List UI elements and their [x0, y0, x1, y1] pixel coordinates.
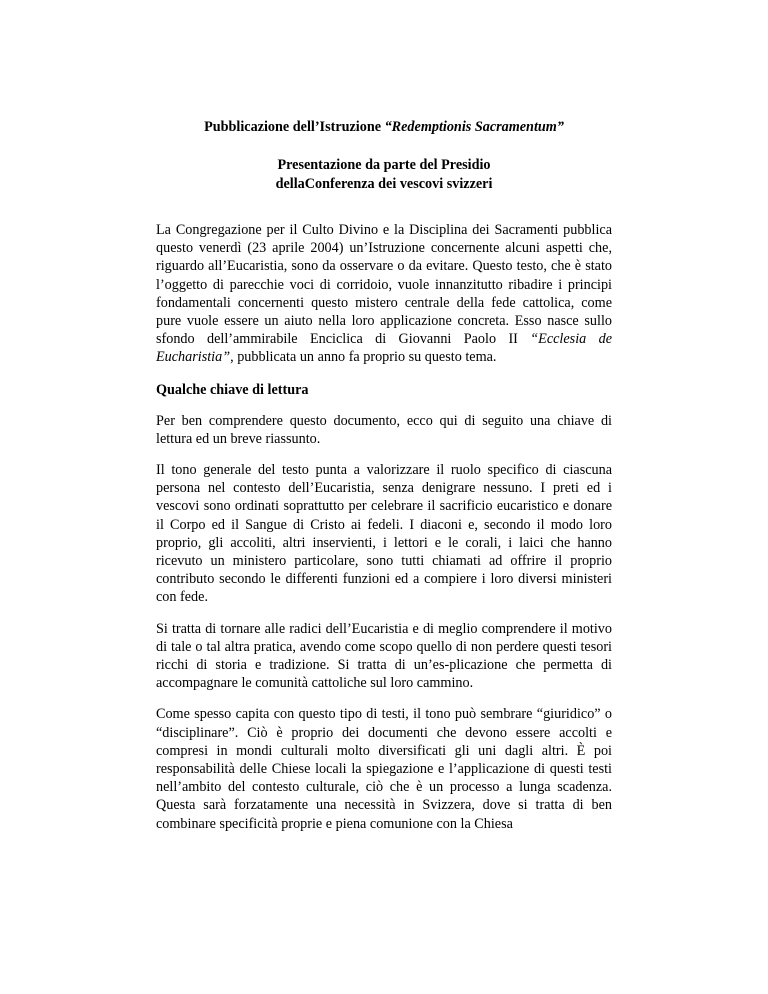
intro-paragraph — [156, 221, 612, 367]
title-prefix: Pubblicazione dell’Istruzione — [204, 119, 385, 135]
roots-paragraph: Si tratta di tornare alle radici dell’Eucaristia e di meglio comprendere il motivo di tale o tal altra pratica, avendo come scopo quello di non perdere questi tesori ricchi di storia e tradizione. Si tratta di un’es-plicazione che permetta di accompagnare le comunità cattoliche sul loro cammino. — [156, 620, 612, 692]
subtitle-line-1: Presentazione da parte del Presidio — [277, 157, 491, 173]
section-heading: Qualche chiave di lettura — [156, 381, 309, 398]
intro-text-1: La Congregazione per il Culto Divino e la Disciplina dei Sacramenti pubblica questo venerdì (23 aprile 2004) un’Istruzione concernente alcuni aspetti che, riguardo all’Eucaristia, sono da osservare o da evitare. Questo testo, che è stato l’oggetto di parecchie voci di corridoio, vuole innanzitutto ribadire i principi fondamentali concernenti questo mistero centrale della fede cattolica, come pure vuole essere un aiuto nella loro applicazione concreta. Esso nasce sullo sfondo dell’ammirabile Enciclica di Giovanni Paolo II — [156, 222, 612, 348]
document-page — [156, 118, 612, 833]
intro-italic-title: “Ecclesia de Eucharistia” — [156, 331, 612, 366]
tone-paragraph: Il tono generale del testo punta a valorizzare il ruolo specifico di ciascuna persona nel contesto dell’Eucaristia, senza denigrare nessuno. I preti ed i vescovi sono ordinati soprattutto per celebrare il sacrificio eucaristico e donare il Corpo ed il Sangue di Cristo ai fedeli. I diaconi e, secondo il modo loro proprio, gli accoliti, altri inservienti, i lettori e le corali, i laici che hanno ricevuto un ministero particolare, sono tutti chiamati ad offrire il proprio contributo secondo le differenti funzioni ed a compiere i loro diversi ministeri con fede. — [156, 462, 612, 606]
intro-text-2: , pubblicata un anno fa proprio su questo tema. — [230, 349, 497, 366]
document-title — [156, 118, 612, 136]
document-subtitle — [156, 156, 612, 194]
often-paragraph: Come spesso capita con questo tipo di testi, il tono può sembrare “giuridico” o “disciplinare”. Ciò è proprio dei documenti che devono essere accolti e compresi in mondi culturali molto diversificati gli uni dagli altri. È poi responsabilità delle Chiese locali la spiegazione e l’applicazione di questi testi nell’ambito del contesto culturale, ciò che è un processo a lunga scadenza. Questa sarà forzatamente una necessità in Svizzera, dove si tratta di ben combinare specificità proprie e piena comunione con la Chiesa — [156, 706, 612, 832]
subtitle-line-2: dellaConferenza dei vescovi svizzeri — [275, 176, 493, 192]
title-italic: “Redemptionis Sacramentum” — [384, 119, 564, 135]
reading-paragraph: Per ben comprendere questo documento, ecco qui di seguito una chiave di lettura ed un breve riassunto. — [156, 412, 612, 447]
